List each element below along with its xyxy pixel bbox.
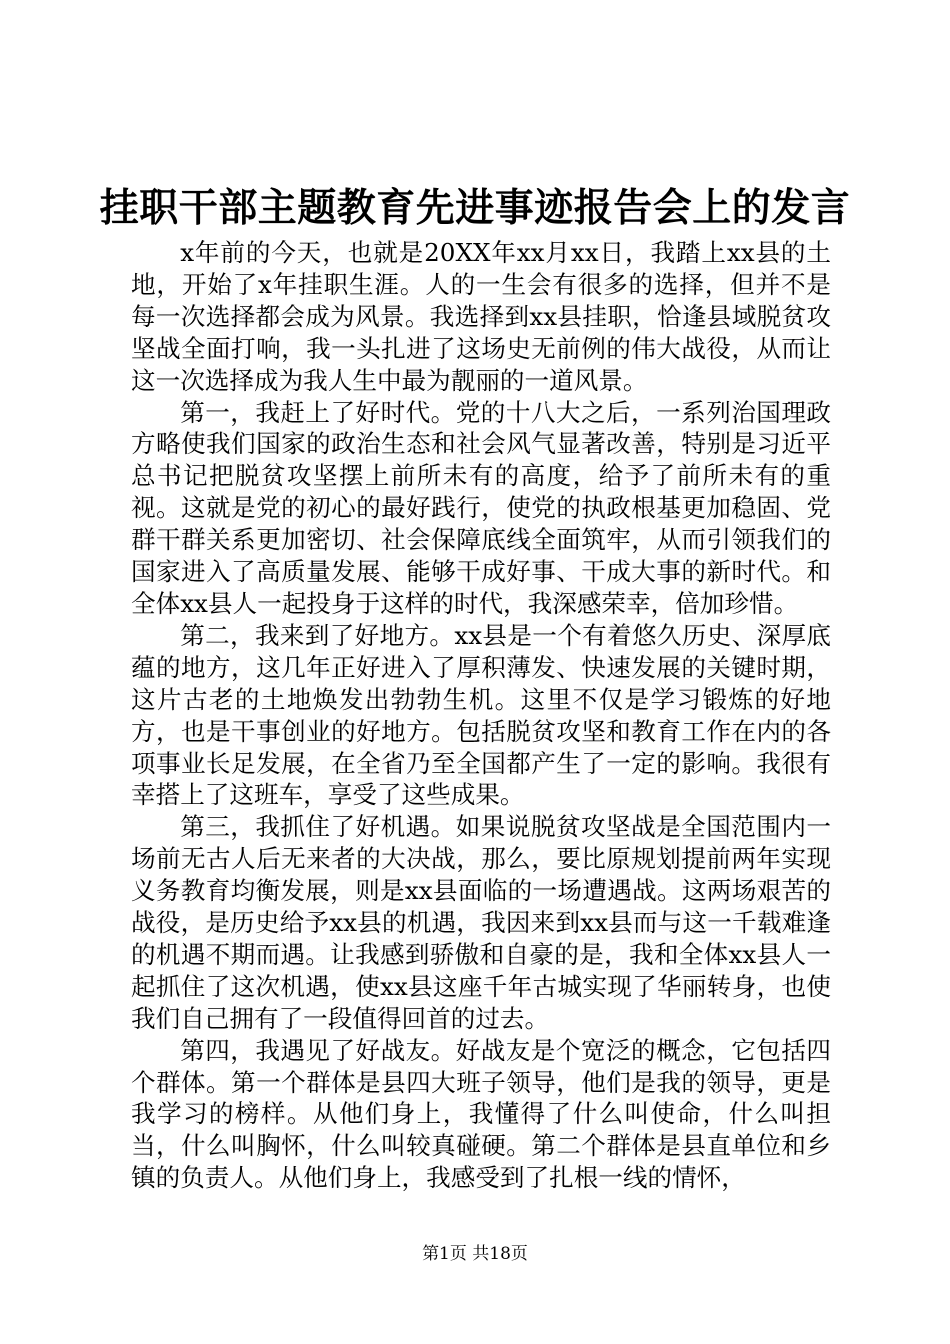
page-number-footer: 第1页 共18页 — [422, 1244, 528, 1264]
paragraph-fourth-point: 第四，我遇见了好战友。好战友是个宽泛的概念，它包括四个群体。第一个群体是县四大班子领导，他们是我的领导，更是我学习的榜样。从他们身上，我懂得了什么叫使命，什么叫担当，什么叫胸怀，什么叫较真碰硬。第二个群体是县直单位和乡镇的负责人。从他们身上，我感受到了扎根一线的情怀， — [131, 1035, 831, 1193]
document-body — [131, 237, 831, 1194]
paragraph-third-point: 第三，我抓住了好机遇。如果说脱贫攻坚战是全国范围内一场前无古人后无来者的大决战，那么，要比原规划提前两年实现义务教育均衡发展，则是xx县面临的一场遭遇战。这两场艰苦的战役，是历史给予xx县的机遇，我因来到xx县而与这一千载难逢的机遇不期而遇。让我感到骄傲和自豪的是，我和全体xx县人一起抓住了这次机遇，使xx县这座千年古城实现了华丽转身，也使我们自己拥有了一段值得回首的过去。 — [131, 812, 831, 1033]
paragraph-intro: x年前的今天，也就是20XX年xx月xx日，我踏上xx县的土地，开始了x年挂职生涯。人的一生会有很多的选择，但并不是每一次选择都会成为风景。我选择到xx县挂职，恰逢县域脱贫攻坚战全面打响，我一头扎进了这场史无前例的伟大战役，从而让这一次选择成为我人生中最为靓丽的一道风景。 — [131, 238, 831, 395]
document-title: 挂职干部主题教育先进事迹报告会上的发言 — [99, 185, 851, 231]
paragraph-second-point: 第二，我来到了好地方。xx县是一个有着悠久历史、深厚底蕴的地方，这几年正好进入了厚积薄发、快速发展的关键时期，这片古老的土地焕发出勃勃生机。这里不仅是学习锻炼的好地方，也是干事创业的好地方。包括脱贫攻坚和教育工作在内的各项事业长足发展，在全省乃至全国都产生了一定的影响。我很有幸搭上了这班车，享受了这些成果。 — [131, 620, 831, 810]
paragraph-first-point: 第一，我赶上了好时代。党的十八大之后，一系列治国理政方略使我们国家的政治生态和社会风气显著改善，特别是习近平总书记把脱贫攻坚摆上前所未有的高度，给予了前所未有的重视。这就是党的初心的最好践行，使党的执政根基更加稳固、党群干群关系更加密切、社会保障底线全面筑牢，从而引领我们的国家进入了高质量发展、能够干成好事、干成大事的新时代。和全体xx县人一起投身于这样的时代，我深感荣幸，倍加珍惜。 — [131, 397, 831, 618]
